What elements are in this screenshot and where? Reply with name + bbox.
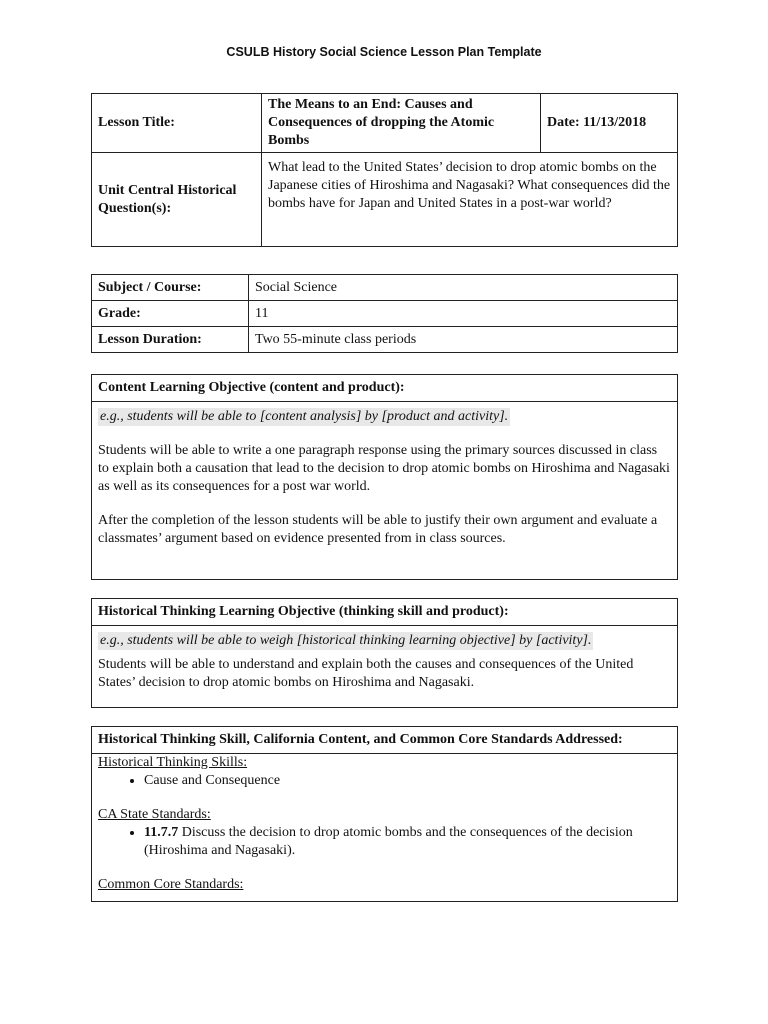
duration-value: Two 55-minute class periods bbox=[249, 327, 678, 353]
lesson-info-table bbox=[91, 93, 678, 247]
standards-section bbox=[91, 726, 678, 902]
document-title: CSULB History Social Science Lesson Plan Template bbox=[226, 45, 542, 59]
content-objective-paragraph-1: Students will be able to write a one paragraph response using the primary sources discussed in class to explain both a causation that lead to the decision to drop atomic bombs on Hiroshima and Nagasaki as well as its consequences for a post war world. bbox=[98, 443, 670, 494]
ca-standards-list bbox=[98, 824, 671, 860]
grade-label: Grade: bbox=[92, 301, 249, 327]
duration-row bbox=[92, 327, 678, 353]
grade-value: 11 bbox=[249, 301, 678, 327]
course-info-table bbox=[91, 274, 678, 353]
common-core-label: Common Core Standards: bbox=[98, 877, 244, 892]
lesson-title-row bbox=[92, 94, 678, 153]
list-item bbox=[144, 824, 671, 860]
ca-standard-text: Discuss the decision to drop atomic bombs and the consequences of the decision (Hiroshima and Nagasaki). bbox=[144, 825, 633, 858]
thinking-objective-section bbox=[91, 598, 678, 708]
subject-label: Subject / Course: bbox=[92, 275, 249, 301]
lesson-date: Date: 11/13/2018 bbox=[541, 94, 678, 153]
lesson-title-value: The Means to an End: Causes and Consequences of dropping the Atomic Bombs bbox=[262, 94, 541, 153]
central-question-label: Unit Central Historical Question(s): bbox=[92, 153, 262, 247]
thinking-objective-paragraph: Students will be able to understand and explain both the causes and consequences of the United States’ decision to drop atomic bombs on Hiroshima and Nagasaki. bbox=[98, 657, 634, 690]
duration-label: Lesson Duration: bbox=[92, 327, 249, 353]
content-objective-heading: Content Learning Objective (content and product): bbox=[92, 375, 677, 402]
list-item: • Cause and Consequence bbox=[144, 772, 671, 790]
grade-row bbox=[92, 301, 678, 327]
standards-heading: Historical Thinking Skill, California Content, and Common Core Standards Addressed: bbox=[92, 727, 677, 754]
content-objective-paragraph-2: After the completion of the lesson students will be able to justify their own argument and evaluate a classmates’ argument based on evidence presented from in class sources. bbox=[98, 513, 658, 546]
skills-list bbox=[98, 772, 671, 790]
ca-standard-code: 11.7.7 bbox=[144, 825, 179, 840]
content-objective-section bbox=[91, 374, 678, 580]
ca-standards-label: CA State Standards: bbox=[98, 807, 211, 822]
subject-row bbox=[92, 275, 678, 301]
central-question-row bbox=[92, 153, 678, 247]
content-objective-example: e.g., students will be able to [content analysis] by [product and activity]. bbox=[100, 409, 509, 424]
central-question-value: What lead to the United States’ decision to drop atomic bombs on the Japanese cities of Hiroshima and Nagasaki? What consequences did the bombs have for Japan and United States in a post-war world? bbox=[262, 153, 678, 247]
skills-label: Historical Thinking Skills: bbox=[98, 755, 248, 770]
lesson-title-label: Lesson Title: bbox=[92, 94, 262, 153]
thinking-objective-example: e.g., students will be able to weigh [historical thinking learning objective] by [activity]. bbox=[100, 633, 592, 648]
subject-value: Social Science bbox=[249, 275, 678, 301]
thinking-objective-heading: Historical Thinking Learning Objective (thinking skill and product): bbox=[92, 599, 677, 626]
